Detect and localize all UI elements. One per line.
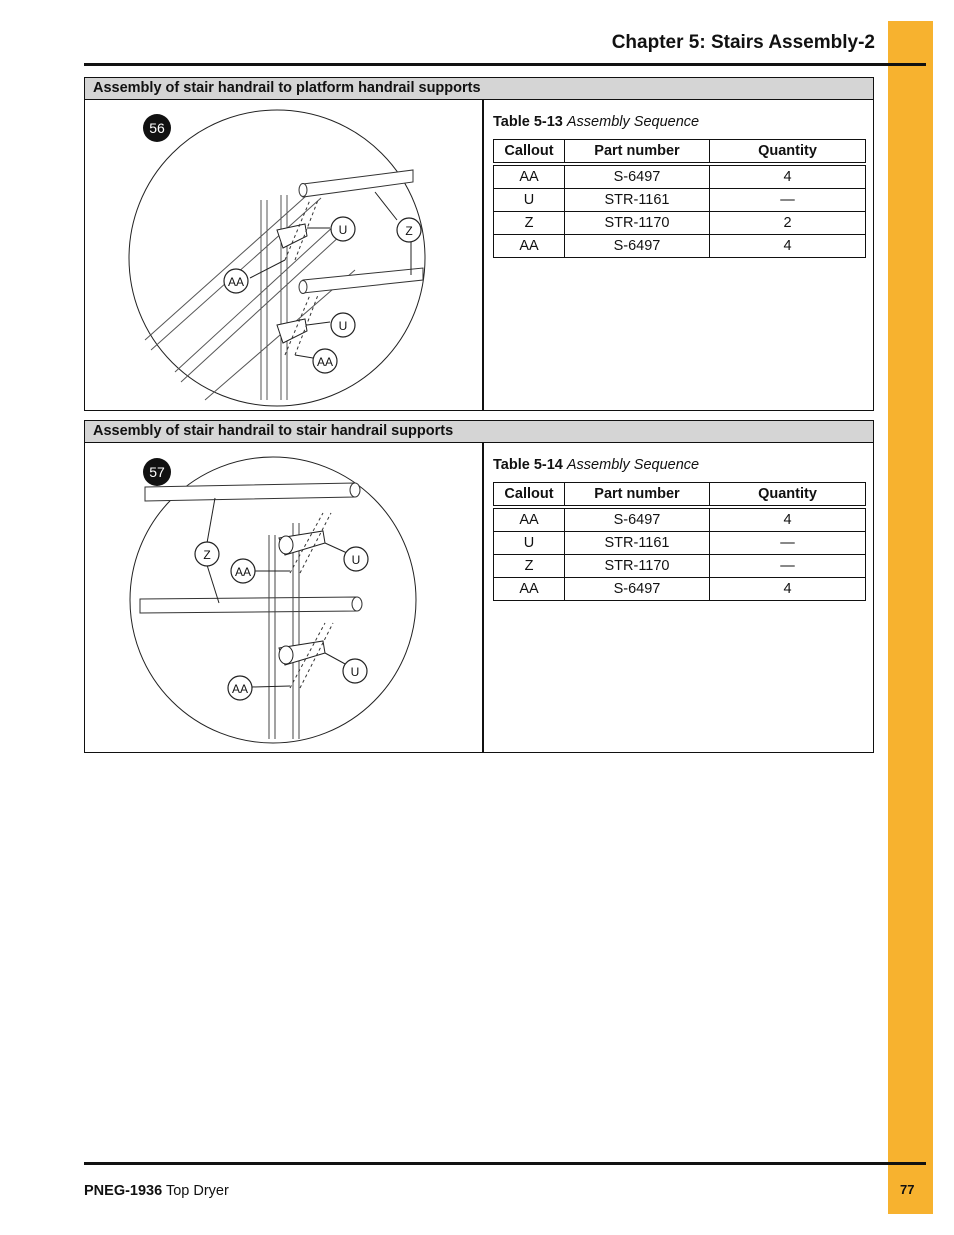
table-label: Table 5-13 [493,114,563,130]
table-cell: AA [494,578,565,601]
table-caption-text: Assembly Sequence [566,457,700,473]
table-cell: 4 [710,507,866,532]
table-row [494,164,866,189]
figure-number: 57 [149,464,165,480]
figure-57 [85,443,482,752]
section-title: Assembly of stair handrail to platform handrail supports [85,78,873,100]
table-cell: AA [494,507,565,532]
assembly-sequence-table [493,139,866,258]
table-cell: STR-1161 [565,532,710,555]
column-header: Part number [565,483,710,508]
table-cell: S-6497 [565,507,710,532]
section-platform-handrail [84,77,874,411]
table-cell: Z [494,555,565,578]
assembly-sequence-table [493,482,866,601]
table-caption-text: Assembly Sequence [566,114,700,130]
footer-doc-info [84,1183,229,1199]
table-cell: 4 [710,578,866,601]
table-row [494,507,866,532]
table-cell: — [710,532,866,555]
column-divider [482,100,484,410]
callout-label: AA [227,275,245,289]
table-caption [493,457,868,473]
callout-label: U [351,553,361,567]
callout-label: Z [203,548,211,562]
column-header: Quantity [710,140,866,165]
table-cell: S-6497 [565,578,710,601]
column-header: Part number [565,140,710,165]
figure-number: 56 [149,120,165,136]
chapter-title: Chapter 5: Stairs Assembly-2 [611,32,875,53]
table-caption [493,114,868,130]
table-cell: AA [494,235,565,258]
table-cell: 4 [710,164,866,189]
header-rule [84,63,926,66]
column-divider [482,443,484,752]
table-cell: STR-1170 [565,212,710,235]
doc-title: Top Dryer [165,1183,229,1199]
callout-label: AA [316,355,334,369]
table-row [494,555,866,578]
table-row [494,212,866,235]
table-label: Table 5-14 [493,457,563,473]
table-cell: — [710,555,866,578]
table-row [494,189,866,212]
section-title: Assembly of stair handrail to stair handrail supports [85,421,873,443]
table-cell: 4 [710,235,866,258]
table-row [494,235,866,258]
doc-id: PNEG-1936 [84,1183,163,1199]
column-header: Callout [494,140,565,165]
table-cell: S-6497 [565,235,710,258]
table-cell: Z [494,212,565,235]
figure-56 [85,100,482,410]
chapter-tab-sidebar [888,21,933,1214]
table-cell: U [494,189,565,212]
column-header: Callout [494,483,565,508]
table-cell: — [710,189,866,212]
table-cell: STR-1170 [565,555,710,578]
callout-label: U [350,665,360,679]
callout-label: AA [231,682,249,696]
table-cell: 2 [710,212,866,235]
table-cell: U [494,532,565,555]
page-number: 77 [900,1182,915,1197]
callout-label: U [338,319,348,333]
callout-label: Z [405,224,413,238]
table-cell: STR-1161 [565,189,710,212]
section-stair-handrail [84,420,874,753]
column-header: Quantity [710,483,866,508]
table-cell: AA [494,164,565,189]
table-row [494,578,866,601]
table-cell: S-6497 [565,164,710,189]
table-row [494,532,866,555]
callout-label: U [338,223,348,237]
footer-rule [84,1162,926,1165]
callout-label: AA [234,565,252,579]
